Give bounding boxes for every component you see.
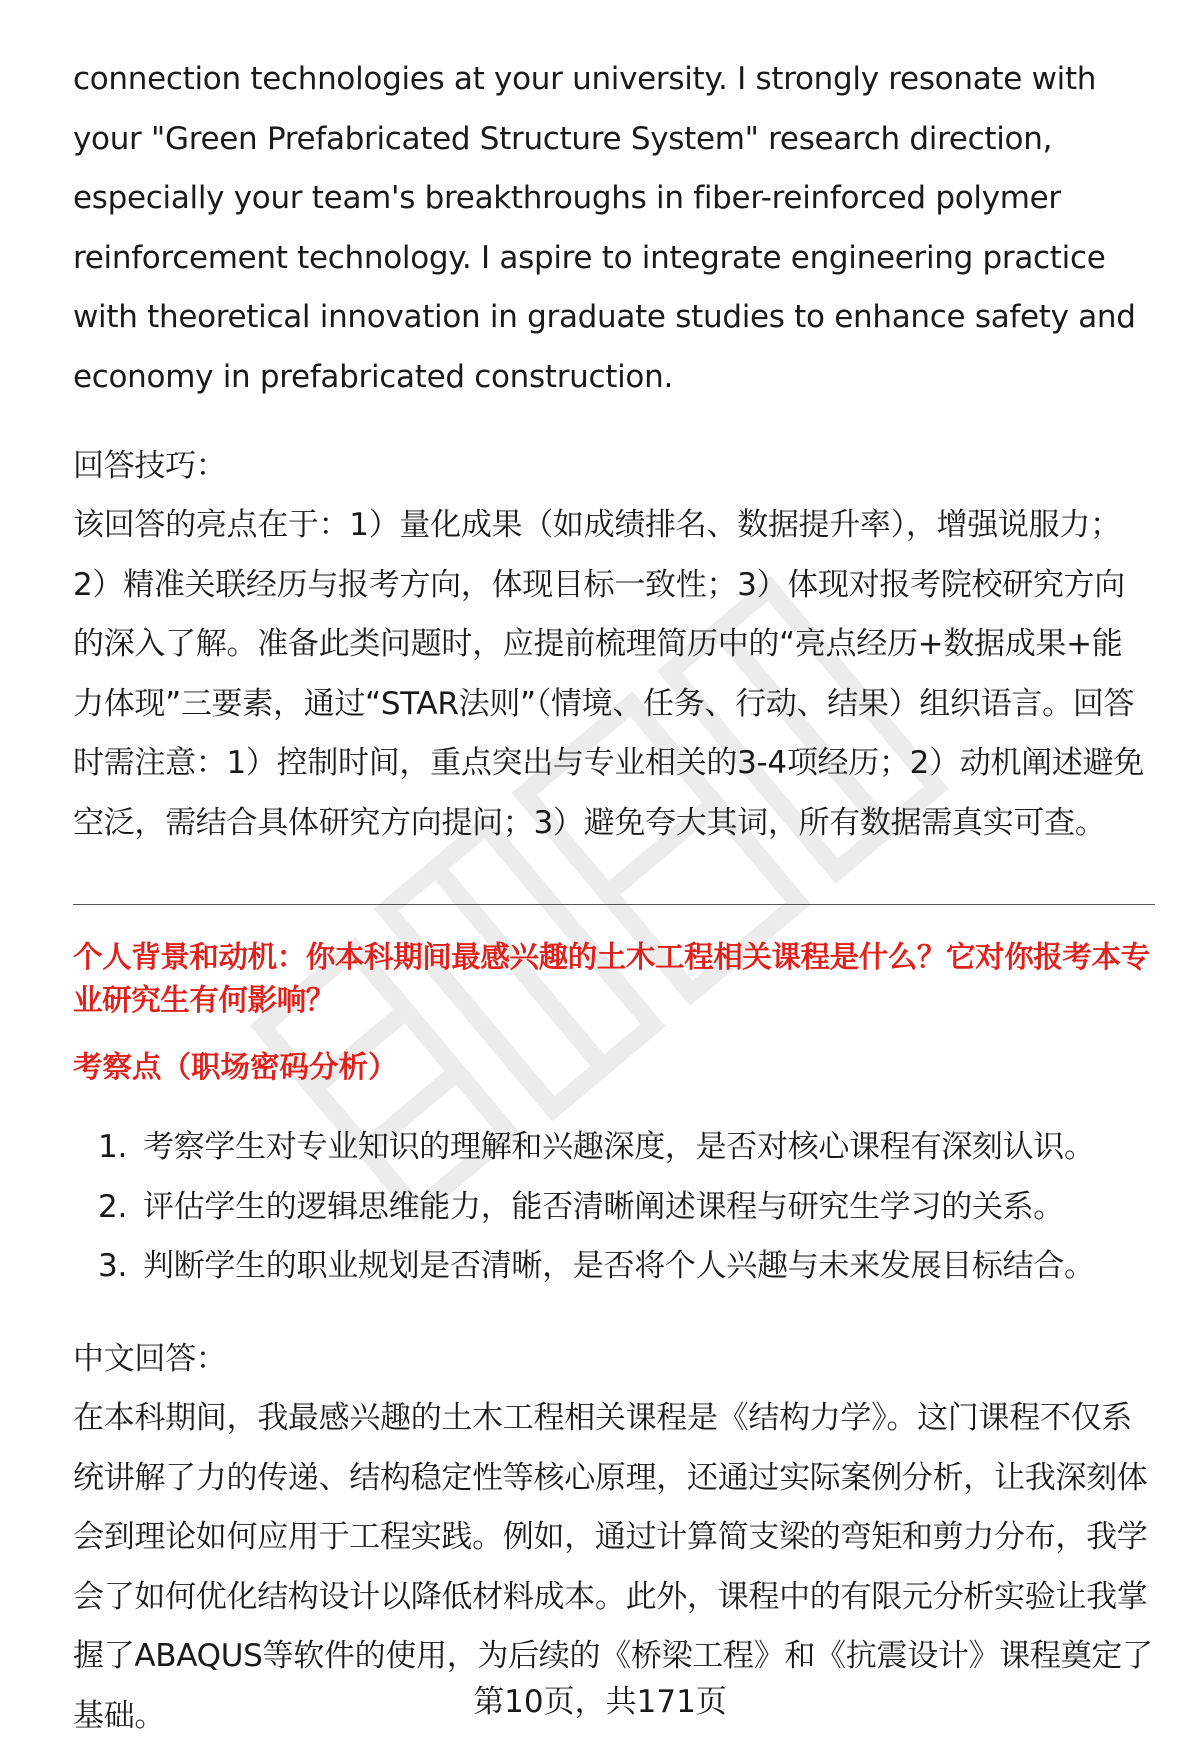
- list-item: [73, 1178, 1153, 1238]
- chinese-answer-paragraph: 在本科期间，我最感兴趣的土木工程相关课程是《结构力学》。这门课程不仅系统讲解了力的传递、结构稳定性等核心原理，还通过实际案例分析，让我深刻体会到理论如何应用于工程实践。例如，通过计算简支梁的弯矩和剪力分布，我学会了如何优化结构设计以降低材料成本。此外，课程中的有限元分析实验让我掌握了ABAQUS等软件的使用，为后续的《桥梁工程》和《抗震设计》课程奠定了基础。: [73, 1400, 1153, 1734]
- section-divider: [73, 904, 1155, 905]
- tips-label: 回答技巧：: [73, 448, 227, 484]
- question-heading: 个人背景和动机：你本科期间最感兴趣的土木工程相关课程是什么？它对你报考本专业研究生有何影响？: [73, 940, 1150, 1017]
- list-item-number: 2.: [98, 1188, 127, 1225]
- tips-paragraph: 该回答的亮点在于：1）量化成果（如成绩排名、数据提升率），增强说服力；2）精准关联经历与报考方向，体现目标一致性；3）体现对报考院校研究方向的深入了解。准备此类问题时，应提前梳理简历中的“亮点经历+数据成果+能力体现”三要素，通过“STAR法则”（情境、任务、行动、结果）组织语言。回答时需注意：1）控制时间，重点突出与专业相关的3-4项经历；2）动机阐述避免空泛，需结合具体研究方向提问；3）避免夸大其词，所有数据需真实可查。: [73, 507, 1144, 841]
- exam-points-label: 考察点（职场密码分析）: [73, 1050, 398, 1084]
- chinese-answer-label: 中文回答：: [73, 1341, 227, 1377]
- list-item: [73, 1237, 1153, 1297]
- list-item-number: 1.: [98, 1129, 127, 1165]
- list-item-text: 考察学生对专业知识的理解和兴趣深度，是否对核心课程有深刻认识。: [143, 1129, 1095, 1165]
- list-item: [73, 1118, 1153, 1178]
- page-number-footer: 第10页，共171页: [473, 1684, 727, 1720]
- exam-points-list: [73, 1118, 1153, 1297]
- list-item-text: 判断学生的职业规划是否清晰，是否将个人兴趣与未来发展目标结合。: [143, 1248, 1095, 1284]
- list-item-text: 评估学生的逻辑思维能力，能否清晰阐述课程与研究生学习的关系。: [143, 1188, 1064, 1225]
- list-item-number: 3.: [98, 1248, 127, 1284]
- english-answer-paragraph: connection technologies at your university. I strongly resonate with your "Green Prefabricated Structure System" research direction, especially your team's breakthroughs in fiber-reinforced polymer reinforcement technology. I aspire to integrate engineering practice with theoretical innovation in graduate studies to enhance safety and economy in prefabricated construction.: [73, 61, 1136, 395]
